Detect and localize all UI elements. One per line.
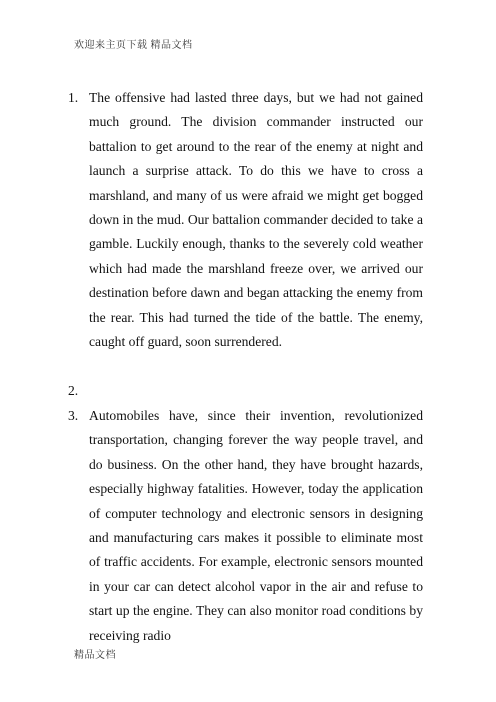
paragraph-gap (68, 354, 423, 379)
list-item-2 (68, 379, 423, 403)
paragraph-text: Automobiles have, since their invention, revolutionized transportation, changing forever the way people travel, and do business. On the other hand, they have brought hazards, especially highway fatalities. However, today the application of computer technology and electronic sensors in designing and manufacturing cars makes it possible to eliminate most of traffic accidents. For example, electronic sensors mounted in your car can detect alcohol vapor in the air and refuse to start up the engine. They can also monitor road conditions by receiving radio (89, 407, 423, 643)
paragraph-text: The offensive had lasted three days, but we had not gained much ground. The division commander instructed our battalion to get around to the rear of the enemy at night and launch a surprise attack. To do this we have to cross a marshland, and many of us were afraid we might get bogged down in the mud. Our battalion commander decided to take a gamble. Luckily enough, thanks to the severely cold weather which had made the marshland freeze over, we arrived our destination before dawn and began attacking the enemy from the rear. This had turned the tide of the battle. The enemy, caught off guard, soon surrendered. (89, 90, 423, 350)
page-footer: 精品文档 (74, 650, 116, 661)
document-body (68, 86, 423, 648)
list-number: 3. (68, 407, 79, 423)
list-item-3 (68, 404, 423, 648)
list-item-1 (68, 86, 423, 354)
list-number: 2. (68, 383, 79, 399)
page-header: 欢迎来主页下载 精品文档 (74, 40, 193, 51)
list-number: 1. (68, 90, 79, 105)
